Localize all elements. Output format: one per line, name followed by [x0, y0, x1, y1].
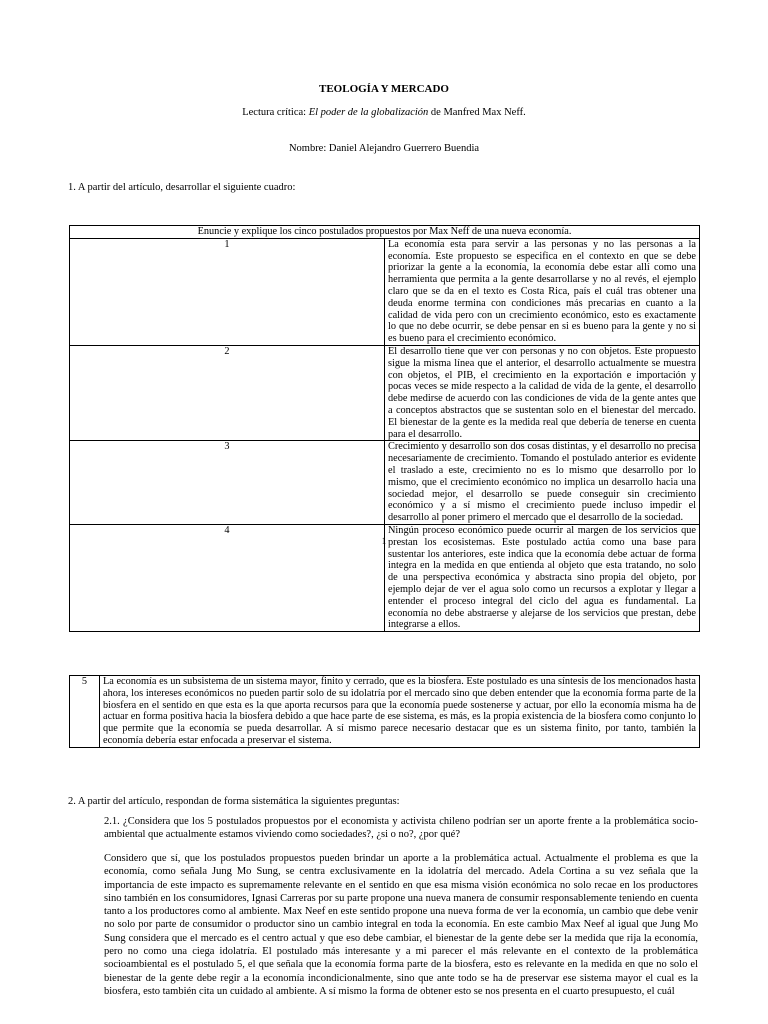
subtitle-work-title: El poder de la globalización — [308, 107, 429, 118]
table-row — [70, 238, 700, 345]
row-number: 3 — [70, 441, 385, 525]
row-text: La economía es un subsistema de un sistema mayor, finito y cerrado, que es la biosfera. Este postulado es una síntesis de los mencionados hasta ahora, los intereses económicos no pueden partir solo de su idolatría por el mercado sino que deben entender que la economía forma parte de la biosfera en el sentido en que esta es la que aporta recursos para que la economía puede sostenerse y actuar, por ello la economía misma ha de actuar en forma positiva hacia la biosfera debido a que hace parte de ese sistema, es más, es la propia existencia de la biosfera como conjunto lo que permite que la economía se pueda desarrollar. A sí mismo parece necesario destacar que es un sistema finito, por tanto, también la economía debería estar enfocada a preservar el sistema. — [100, 676, 700, 748]
row-text: Crecimiento y desarrollo son dos cosas distintas, y el desarrollo no precisa necesariamente de crecimiento. Tomando el postulado anterior es evidente el traslado a este, crecimiento no es lo mismo que desarrollo por lo mismo, que el crecimiento económico no implica un desarrollo hacia una sociedad mejor, el desarrollo se puede conseguir sin crecimiento económico y a sí mismo el crecimiento puede incluso impedir el desarrollo al poner primero el mercado que el desarrollo de la sociedad. — [385, 441, 700, 525]
table-row — [70, 676, 700, 748]
document-subtitle — [0, 106, 768, 119]
table-row — [70, 345, 700, 440]
table-header-row — [70, 226, 700, 239]
page-number: 1 — [381, 536, 387, 546]
postulates-table-continued — [69, 675, 700, 748]
subtitle-prefix: Lectura crítica: — [242, 107, 309, 118]
question-1: 1. A partir del artículo, desarrollar el siguiente cuadro: — [68, 182, 296, 193]
row-number: 5 — [70, 676, 100, 748]
question-2: 2. A partir del artículo, respondan de forma sistemática la siguientes preguntas: — [68, 796, 400, 807]
document-title: TEOLOGÍA Y MERCADO — [319, 83, 449, 95]
row-text: Ningún proceso económico puede ocurrir al margen de los servicios que prestan los ecosistemas. Este postulado actúa como una base para sustentar los anteriores, este indica que la economía debe actuar de forma integra en la medida en que entienda al objeto que esta tratando, no solo de una perspectiva económica y abstracta sino propia del objeto, por ejemplo dejar de ver el agua solo como un recursos a explotar y llegar a entender el proceso integral del ciclo del agua es fundamental. La economía no debe abstraerse y alejarse de los servicios que prestan, debe integrarse a ellos. — [385, 524, 700, 631]
row-number: 2 — [70, 345, 385, 440]
table-header-cell: Enuncie y explique los cinco postulados propuestos por Max Neff de una nueva economía. — [70, 226, 700, 239]
row-text: La economía esta para servir a las personas y no las personas a la economía. Este propuesto se especifica en el contexto en que se debe priorizar la gente a la economía, la economía debe estar allí como una herramienta que permita a la gente desarrollarse y no al revés, el ejemplo claro que se da en el texto es Costa Rica, país el cuál tras obtener una deuda enorme termina con condiciones más precarias en cuanto a la calidad de vida pero con un crecimiento económico, esto es exactamente lo que no debe ocurrir, se debe pensar en si es bueno para la gente y no si es bueno para el crecimiento económico. — [385, 238, 700, 345]
subtitle-suffix: de Manfred Max Neff. — [428, 107, 526, 118]
answer-paragraph: Considero que sí, que los postulados propuestos pueden brindar un aporte a la problemática actual. Actualmente el problema es que la economía, como señala Jung Mo Sung, se centra exclusivamente en la idolatría del mercado. Adela Cortina a su vez señala que la importancia de este impacto es supremamente relevante en el sentido en que esa misma visión económica no solo recae en los productores sino también en los consumidores, Ignasi Carreras por su parte propone una nueva manera de consumir responsablemente teniendo en cuenta tanto a los productores como al ambiente. Max Neef en este sentido propone una nueva forma de ver la economía, un cambio que debe venir no solo por parte de consumidor o productor sino un cambio integral en toda la economía. En este cambio Max Neef al igual que Jung Mo Sung considera que el mercado es el centro actual y que eso debe cambiar, el bienestar de la gente debe ser la medida que rija la economía, pero no como una ciega idolatría. El postulado más interesante y a mi parecer el más relevante en el contexto de la problemática socioambiental es el postulado 5, el que señala que la economía forma parte de la biosfera, esto es relevante en la medida en que no solo el bienestar de la gente debe regir a la economía incondicionalmente, sino que ante todo se ha de preservar ese sistema mayor el cual es la biosfera, esto también cita un cuidado al ambiente. A sí mismo la forma de obtener esto se nos presenta en el cuarto presupuesto, el cuál — [104, 853, 698, 997]
row-text: El desarrollo tiene que ver con personas y no con objetos. Este propuesto sigue la misma línea que el anterior, el desarrollo actualmente se muestra con objetos, el PIB, el crecimiento en la exportación e importación y pocas veces se mide respecto a la calidad de vida de la gente, el desarrollo debe medirse de acuerdo con las condiciones de vida de la gente antes que a conceptos abstractos que se sustentan solo en el bienestar del mercado. El bienestar de la gente es la medida real que debería de tenerse en cuenta para el desarrollo. — [385, 345, 700, 440]
postulates-table — [69, 225, 700, 632]
row-number: 4 — [70, 524, 385, 631]
author-name: Nombre: Daniel Alejandro Guerrero Buendia — [288, 143, 480, 154]
table-row — [70, 441, 700, 525]
question-2-1: 2.1. ¿Considera que los 5 postulados propuestos por el economista y activista chileno podrían ser un aporte frente a la problemática socio-ambiental que actualmente estamos viviendo como sociedades?, ¿si o no?, ¿por qué? — [104, 816, 698, 841]
row-number: 1 — [70, 238, 385, 345]
